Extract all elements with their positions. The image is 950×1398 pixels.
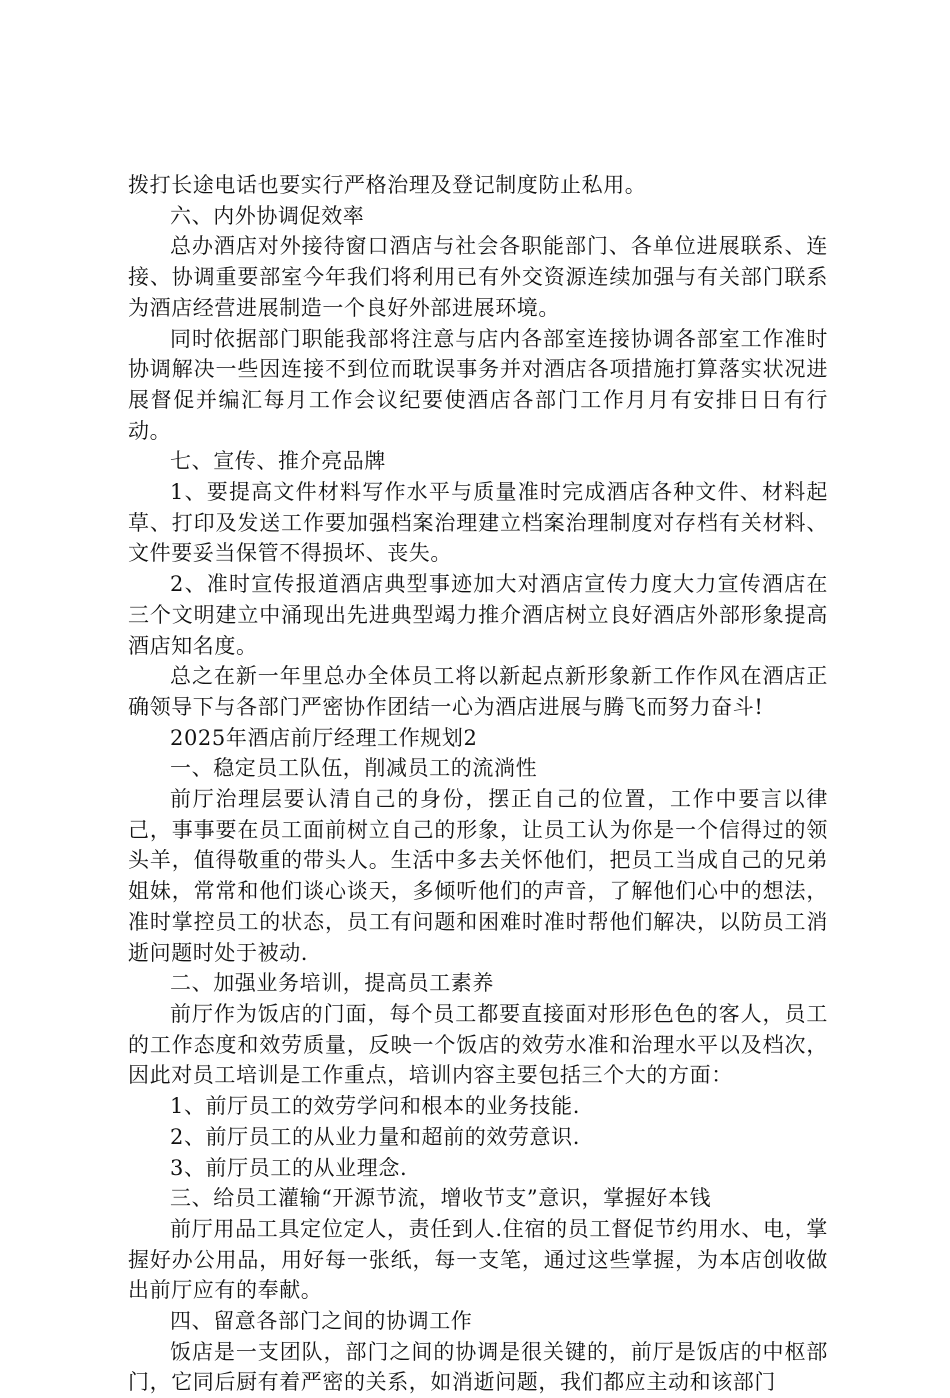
- paragraph-2: 总办酒店对外接待窗口酒店与社会各职能部门、各单位进展联系、连接、协调重要部室今年我们将利用已有外交资源连续加强与有关部门联系为酒店经营进展制造一个良好外部进展环境。: [128, 234, 828, 320]
- paragraph-6: 2、准时宣传报道酒店典型事迹加大对酒店宣传力度大力宣传酒店在三个文明建立中涌现出先进典型竭力推介酒店树立良好酒店外部形象提高酒店知名度。: [128, 572, 828, 658]
- section-heading-6: 六、内外协调促效率: [170, 203, 365, 228]
- paragraph-10: 前厅治理层要认清自己的身份，摆正自己的位置，工作中要言以律己，事事要在员工面前树立自己的形象，让员工认为你是一个信得过的领头羊，值得敬重的带头人。生活中多去关怀他们，把员工当成自己的兄弟姐妹，常常和他们谈心谈天，多倾听他们的声音，了解他们心中的想法，准时掌控员工的状态，员工有问题和困难时准时帮他们解决，以防员工消逝问题时处于被动.: [128, 787, 828, 965]
- paragraph-19: 饭店是一支团队，部门之间的协调是很关键的，前厅是饭店的中枢部门，它同后厨有着严密的关系，如消逝问题，我们都应主动和该部门: [128, 1339, 828, 1395]
- section-heading-2: 二、加强业务培训，提高员工素养: [170, 971, 494, 996]
- document-title-2: 2025年酒店前厅经理工作规划2: [170, 725, 478, 750]
- paragraph-12: 前厅作为饭店的门面，每个员工都要直接面对形形色色的客人，员工的工作态度和效劳质量，反映一个饭店的效劳水准和治理水平以及档次，因此对员工培训是工作重点，培训内容主要包括三个大的方面：: [128, 1001, 828, 1088]
- paragraph-5: 1、要提高文件材料写作水平与质量准时完成酒店各种文件、材料起草、打印及发送工作要加强档案治理建立档案治理制度对存档有关材料、文件要妥当保管不得损坏、丧失。: [128, 480, 828, 566]
- list-item-2: 2、前厅员工的从业力量和超前的效劳意识.: [170, 1124, 581, 1149]
- section-heading-3: 三、给员工灌输“开源节流，增收节支”意识，掌握好本钱: [170, 1186, 712, 1211]
- paragraph-17: 前厅用品工具定位定人，责任到人.住宿的员工督促节约用水、电，掌握好办公用品，用好每一张纸，每一支笔，通过这些掌握，为本店创收做出前厅应有的奉献。: [128, 1216, 828, 1303]
- paragraph-0: 拨打长途电话也要实行严格治理及登记制度防止私用。: [128, 173, 647, 197]
- paragraph-7: 总之在新一年里总办全体员工将以新起点新形象新工作作风在酒店正确领导下与各部门严密协作团结一心为酒店进展与腾飞而努力奋斗!: [128, 664, 828, 719]
- section-heading-7: 七、宣传、推介亮品牌: [170, 449, 386, 474]
- list-item-3: 3、前厅员工的从业理念.: [170, 1155, 408, 1180]
- list-item-1: 1、前厅员工的效劳学问和根本的业务技能.: [170, 1094, 581, 1119]
- paragraph-3: 同时依据部门职能我部将注意与店内各部室连接协调各部室工作准时协调解决一些因连接不到位而耽误事务并对酒店各项措施打算落实状况进展督促并编汇每月工作会议纪要使酒店各部门工作月月有安排日日有行动。: [128, 326, 828, 443]
- document-body: [128, 170, 828, 1398]
- section-heading-4: 四、留意各部门之间的协调工作: [170, 1309, 473, 1334]
- section-heading-1: 一、稳定员工队伍，削减员工的流淌性: [170, 756, 538, 781]
